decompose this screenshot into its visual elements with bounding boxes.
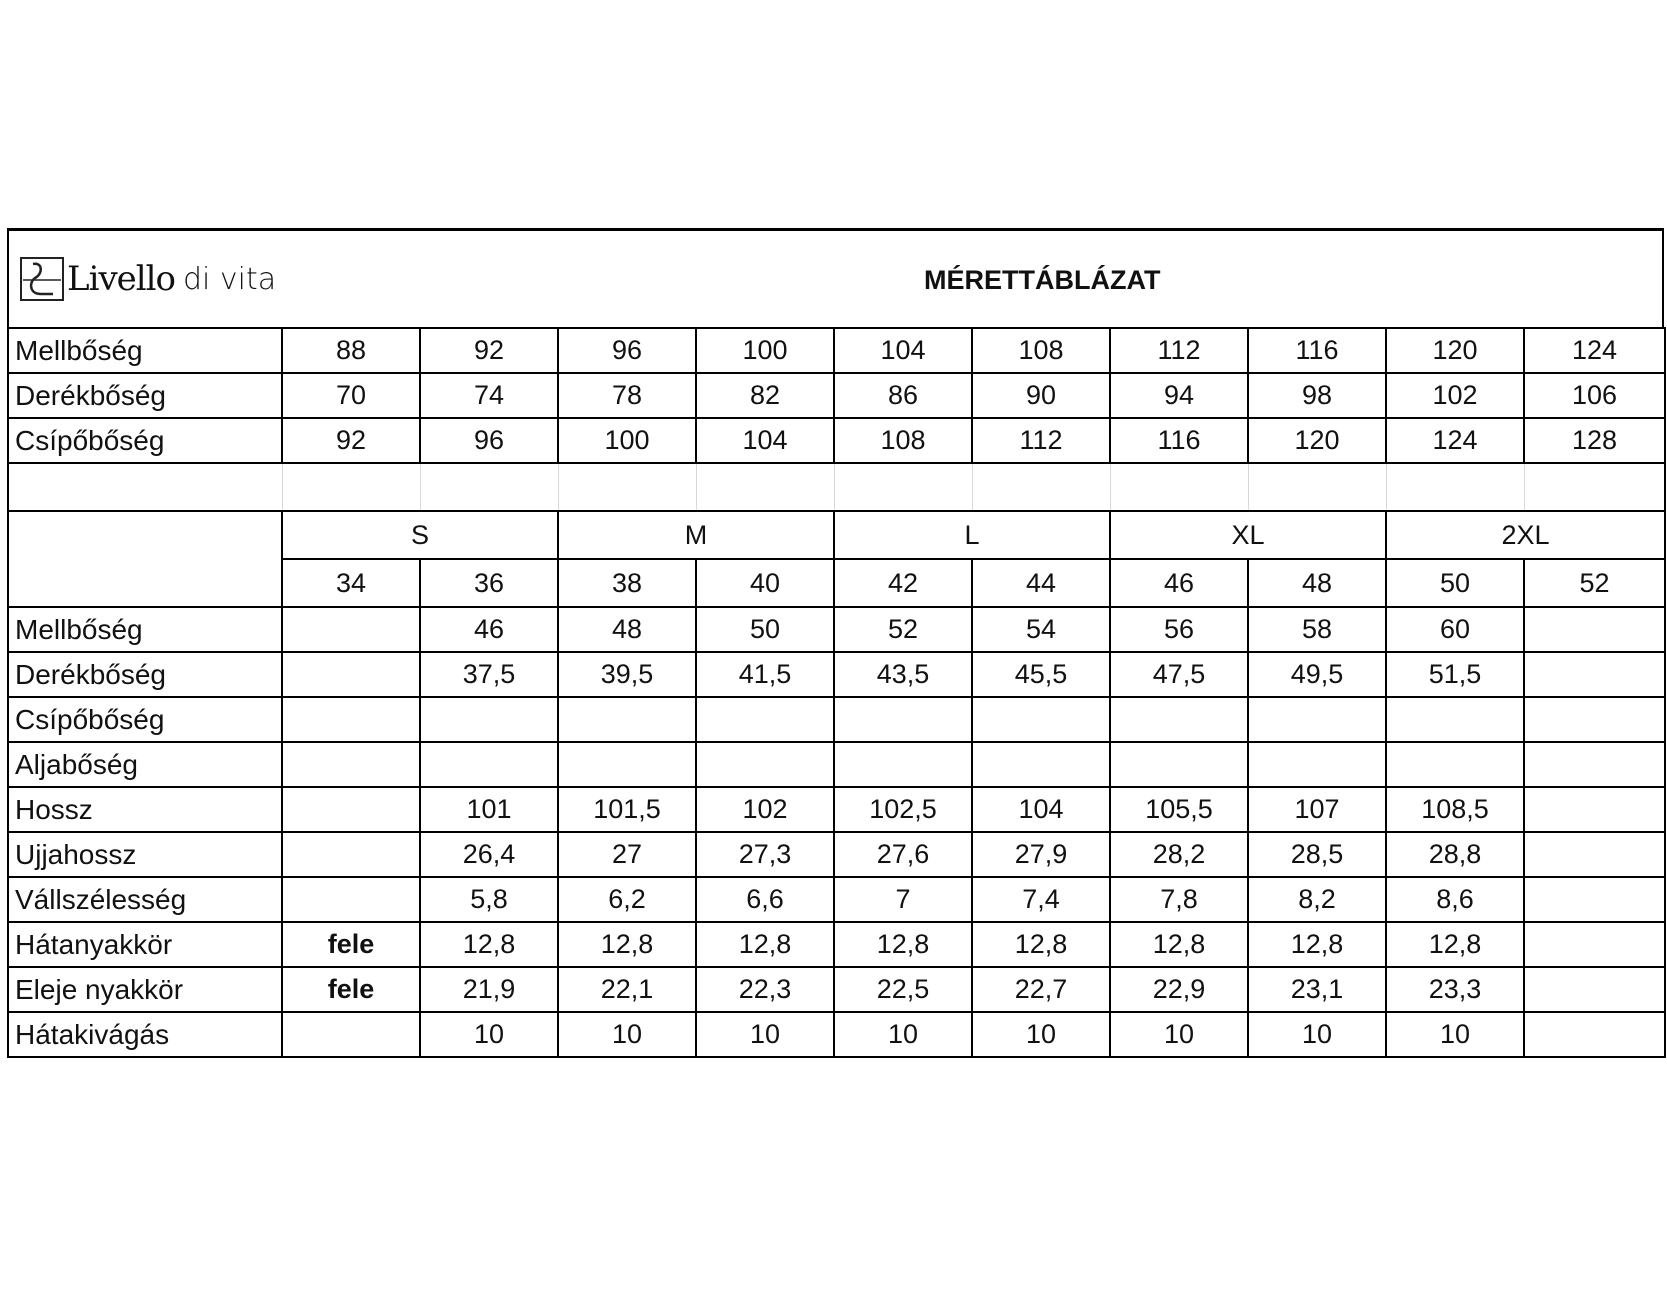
value-cell: 108,5 [1386,787,1524,832]
value-cell: 116 [1110,418,1248,463]
value-cell: 51,5 [1386,652,1524,697]
value-cell: 101 [420,787,558,832]
table-row [8,697,1665,742]
empty-corner-cell [8,559,282,607]
value-cell: 10 [696,1012,834,1057]
value-cell: 104 [972,787,1110,832]
garment-measurements [8,607,1665,1057]
row-label: Hossz [8,787,282,832]
value-cell: 92 [420,328,558,373]
value-cell: 10 [972,1012,1110,1057]
value-cell [834,697,972,742]
brand-name: Livello [67,259,175,299]
value-cell: 105,5 [1110,787,1248,832]
value-cell: 27,9 [972,832,1110,877]
value-cell [1524,967,1665,1012]
value-cell: 78 [558,373,696,418]
row-label: Vállszélesség [8,877,282,922]
gap-row [8,463,1665,511]
size-number-cell: 34 [282,559,420,607]
value-cell: 96 [558,328,696,373]
size-number-cell: 52 [1524,559,1665,607]
value-cell: 90 [972,373,1110,418]
value-cell: 21,9 [420,967,558,1012]
value-cell [282,607,420,652]
table-row [8,328,1665,373]
row-label: Ujjahossz [8,832,282,877]
size-chart-sheet [7,228,1664,1058]
value-cell: 10 [420,1012,558,1057]
value-cell: 28,5 [1248,832,1386,877]
table-row [8,607,1665,652]
value-cell [696,697,834,742]
value-cell [1524,877,1665,922]
table-row [8,787,1665,832]
size-group-m: M [558,511,834,559]
value-cell: 28,8 [1386,832,1524,877]
value-cell: 10 [558,1012,696,1057]
value-cell: 98 [1248,373,1386,418]
value-cell: 43,5 [834,652,972,697]
value-cell: 22,7 [972,967,1110,1012]
value-cell: fele [282,922,420,967]
value-cell [558,742,696,787]
value-cell [1524,787,1665,832]
value-cell: 27 [558,832,696,877]
size-number-cell: 48 [1248,559,1386,607]
size-number-cell: 46 [1110,559,1248,607]
value-cell: 102 [1386,373,1524,418]
value-cell: 12,8 [420,922,558,967]
value-cell: 22,1 [558,967,696,1012]
value-cell: 7,8 [1110,877,1248,922]
value-cell: 23,1 [1248,967,1386,1012]
value-cell: fele [282,967,420,1012]
value-cell [1110,742,1248,787]
value-cell: 108 [972,328,1110,373]
value-cell: 12,8 [558,922,696,967]
value-cell: 120 [1248,418,1386,463]
row-label: Hátanyakkör [8,922,282,967]
value-cell: 12,8 [834,922,972,967]
chart-header [7,228,1664,327]
value-cell: 22,9 [1110,967,1248,1012]
value-cell: 12,8 [972,922,1110,967]
value-cell: 104 [696,418,834,463]
table-row [8,652,1665,697]
table-row [8,418,1665,463]
value-cell [420,742,558,787]
size-number-cell: 40 [696,559,834,607]
value-cell [282,697,420,742]
value-cell: 100 [558,418,696,463]
value-cell: 23,3 [1386,967,1524,1012]
value-cell: 12,8 [1386,922,1524,967]
value-cell [282,652,420,697]
value-cell [1524,652,1665,697]
value-cell: 112 [972,418,1110,463]
value-cell [282,877,420,922]
value-cell: 8,6 [1386,877,1524,922]
value-cell: 96 [420,418,558,463]
value-cell: 60 [1386,607,1524,652]
value-cell [1524,832,1665,877]
value-cell [558,697,696,742]
value-cell: 45,5 [972,652,1110,697]
value-cell [1524,1012,1665,1057]
value-cell: 94 [1110,373,1248,418]
value-cell [1386,697,1524,742]
table-row [8,373,1665,418]
size-number-cell: 36 [420,559,558,607]
value-cell: 22,5 [834,967,972,1012]
brand-subtitle: di vita [183,261,277,297]
size-group-2xl: 2XL [1386,511,1665,559]
value-cell [1524,742,1665,787]
value-cell: 108 [834,418,972,463]
value-cell: 28,2 [1110,832,1248,877]
empty-corner-cell [8,511,282,559]
row-label: Hátakivágás [8,1012,282,1057]
value-cell: 12,8 [1110,922,1248,967]
row-label: Derékbőség [8,373,282,418]
value-cell: 10 [1248,1012,1386,1057]
value-cell [1248,697,1386,742]
value-cell: 46 [420,607,558,652]
table-row [8,832,1665,877]
value-cell: 47,5 [1110,652,1248,697]
value-cell: 6,2 [558,877,696,922]
value-cell: 107 [1248,787,1386,832]
row-label: Derékbőség [8,652,282,697]
value-cell [1386,742,1524,787]
table-row [8,877,1665,922]
value-cell: 52 [834,607,972,652]
value-cell: 70 [282,373,420,418]
row-label: Mellbőség [8,607,282,652]
value-cell: 7 [834,877,972,922]
value-cell: 82 [696,373,834,418]
brand-logo [19,256,276,302]
value-cell: 37,5 [420,652,558,697]
value-cell: 10 [834,1012,972,1057]
value-cell [282,832,420,877]
value-cell: 12,8 [696,922,834,967]
value-cell: 124 [1524,328,1665,373]
value-cell [420,697,558,742]
value-cell: 7,4 [972,877,1110,922]
value-cell: 10 [1110,1012,1248,1057]
value-cell: 48 [558,607,696,652]
value-cell: 50 [696,607,834,652]
value-cell [1248,742,1386,787]
value-cell: 27,6 [834,832,972,877]
value-cell: 128 [1524,418,1665,463]
value-cell [972,697,1110,742]
value-cell: 88 [282,328,420,373]
value-cell: 86 [834,373,972,418]
size-header [8,511,1665,607]
body-measurements [8,328,1665,463]
gap-row-group [8,463,1665,511]
table-row [8,967,1665,1012]
value-cell: 100 [696,328,834,373]
value-cell: 58 [1248,607,1386,652]
value-cell: 22,3 [696,967,834,1012]
size-number-cell: 42 [834,559,972,607]
value-cell: 102,5 [834,787,972,832]
value-cell: 124 [1386,418,1524,463]
value-cell: 74 [420,373,558,418]
size-number-cell: 50 [1386,559,1524,607]
value-cell: 92 [282,418,420,463]
size-number-row [8,559,1665,607]
value-cell [696,742,834,787]
size-group-row [8,511,1665,559]
value-cell [1524,697,1665,742]
livello-logo-icon [19,256,65,302]
value-cell [1524,607,1665,652]
value-cell: 12,8 [1248,922,1386,967]
value-cell: 106 [1524,373,1665,418]
size-number-cell: 38 [558,559,696,607]
value-cell: 102 [696,787,834,832]
table-row [8,1012,1665,1057]
size-table [7,327,1666,1058]
value-cell: 101,5 [558,787,696,832]
value-cell [282,1012,420,1057]
size-group-s: S [282,511,558,559]
value-cell: 120 [1386,328,1524,373]
value-cell [1524,922,1665,967]
size-number-cell: 44 [972,559,1110,607]
value-cell: 104 [834,328,972,373]
row-label: Csípőbőség [8,697,282,742]
value-cell [1110,697,1248,742]
row-label: Mellbőség [8,328,282,373]
value-cell: 39,5 [558,652,696,697]
value-cell: 5,8 [420,877,558,922]
page-title: MÉRETTÁBLÁZAT [924,265,1161,295]
row-label: Aljabőség [8,742,282,787]
value-cell: 49,5 [1248,652,1386,697]
size-group-xl: XL [1110,511,1386,559]
value-cell [972,742,1110,787]
value-cell: 27,3 [696,832,834,877]
table-row [8,922,1665,967]
value-cell: 54 [972,607,1110,652]
value-cell [282,742,420,787]
value-cell: 8,2 [1248,877,1386,922]
row-label: Eleje nyakkör [8,967,282,1012]
value-cell [834,742,972,787]
size-group-l: L [834,511,1110,559]
value-cell [282,787,420,832]
value-cell: 116 [1248,328,1386,373]
value-cell: 56 [1110,607,1248,652]
value-cell: 112 [1110,328,1248,373]
value-cell: 6,6 [696,877,834,922]
value-cell: 26,4 [420,832,558,877]
table-row [8,742,1665,787]
value-cell: 10 [1386,1012,1524,1057]
value-cell: 41,5 [696,652,834,697]
row-label: Csípőbőség [8,418,282,463]
